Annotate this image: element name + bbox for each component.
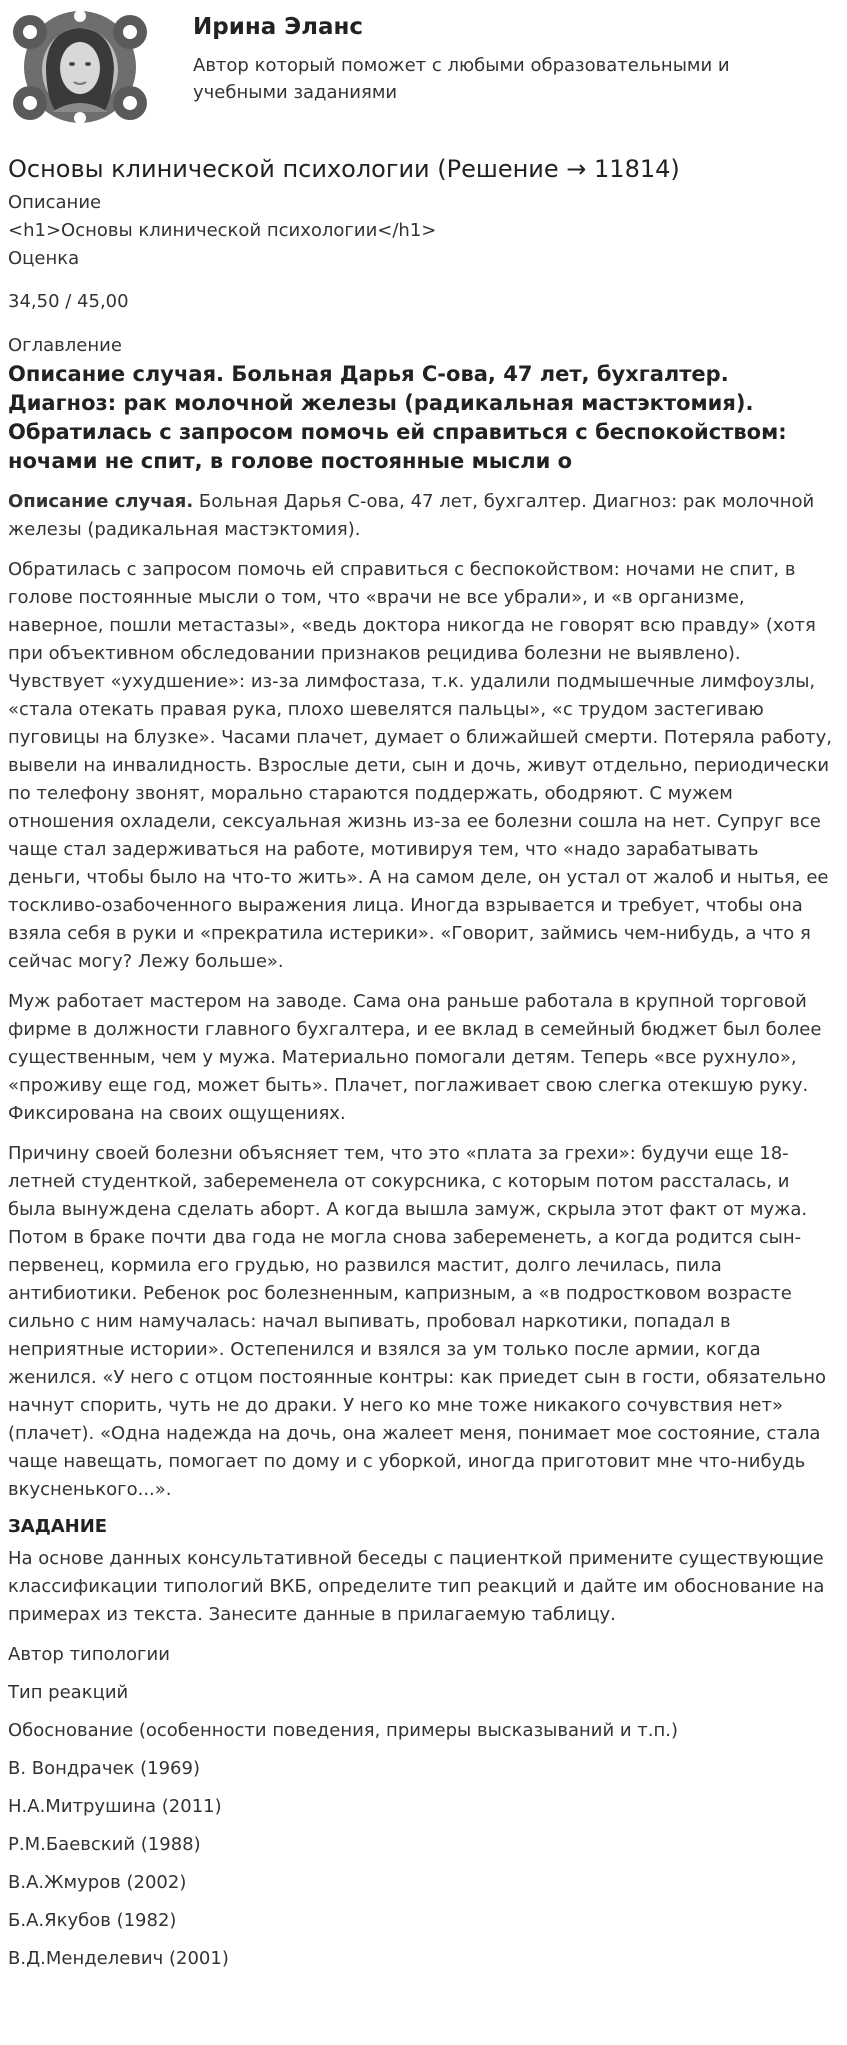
avatar-film-reel-icon: [8, 8, 153, 126]
author-info: [193, 8, 783, 106]
score-value: 34,50 / 45,00: [8, 291, 129, 312]
table-row: В.Д.Менделевич (2001): [8, 1948, 229, 1969]
paragraph-lead: Описание случая.: [8, 491, 194, 512]
page-title: Основы клинической психологии (Решение → 11814): [8, 155, 680, 183]
toc-label: Оглавление: [8, 335, 122, 356]
author-description: Автор который поможет с любыми образовательными и учебными заданиями: [193, 55, 730, 103]
table-row: Автор типологии: [8, 1644, 170, 1665]
table-row: Обоснование (особенности поведения, примеры высказываний и т.п.): [8, 1720, 679, 1741]
table-rows: [8, 1641, 837, 1973]
table-row: В. Вондрачек (1969): [8, 1758, 200, 1779]
score-label: Оценка: [8, 248, 80, 269]
paragraph-case-description: [8, 488, 837, 544]
raw-h1-text: <h1>Основы клинической психологии</h1>: [8, 220, 437, 241]
paragraph-complaints: Обратилась с запросом помочь ей справиться с беспокойством: ночами не спит, в голове постоянные мысли о том, что «врачи не все убрали», и «в организме, наверное, пошли метастазы», «ведь доктора никогда не говорят всю правду» (хотя при объективном обследовании признаков рецидива болезни не выявлено). Чувствует «ухудшение»: из-за лимфостаза, т.к. удалили подмышечные лимфоузлы, «стала отекать правая рука, плохо шевелятся пальцы», «с трудом застегиваю пуговицы на блузке». Часами плачет, думает о ближайшей смерти. Потеряла работу, вывели на инвалидность. Взрослые дети, сын и дочь, живут отдельно, периодически по телефону звонят, морально стараются поддержать, ободряют. С мужем отношения охладели, сексуальная жизнь из-за ее болезни сошла на нет. Супруг все чаще стал задерживаться на работе, мотивируя тем, что «надо зарабатывать деньги, чтобы было на что-то жить». А на самом деле, он устал от жалоб и нытья, ее тоскливо-озабоченного выражения лица. Иногда взрывается и требует, чтобы она взяла себя в руки и «прекратила истерики». «Говорит, займись чем-нибудь, а что я сейчас могу? Лежу больше».: [8, 559, 832, 972]
toc-heading[interactable]: Описание случая. Больная Дарья С-ова, 47 лет, бухгалтер. Диагноз: рак молочной железы (радикальная мастэктомия). Обратилась с запросом помочь ей справиться с беспокойством: ночами не спит, в голове постоянные мысли о: [8, 362, 787, 473]
paragraph-history: Причину своей болезни объясняет тем, что это «плата за грехи»: будучи еще 18-летней студенткой, забеременела от сокурсника, с которым потом рассталась, и была вынуждена сделать аборт. А когда вышла замуж, скрыла этот факт от мужа. Потом в браке почти два года не могла снова забеременеть, а когда родится сын-первенец, кормила его грудью, но развился мастит, долго лечилась, пила антибиотики. Ребенок рос болезненным, капризным, а «в подростковом возрасте сильно с ним намучалась: начал выпивать, пробовал наркотики, попадал в неприятные истории». Остепенился и взялся за ум только после армии, когда женился. «У него с отцом постоянные контры: как приедет сын в гости, обязательно начнут спорить, чуть не до драки. У него ко мне тоже никакого сочувствия нет» (плачет). «Одна надежда на дочь, она жалеет меня, понимает мое состояние, стала чаще навещать, помогает по дому и с уборкой, иногда приготовит мне что-нибудь вкусненького...».: [8, 1143, 827, 1500]
task-heading: ЗАДАНИЕ: [8, 1516, 108, 1537]
description-label: Описание: [8, 192, 102, 213]
table-row: Б.А.Якубов (1982): [8, 1910, 177, 1931]
task-text: На основе данных консультативной беседы с пациенткой примените существующие классификации типологий ВКБ, определите тип реакций и дайте им обоснование на примерах из текста. Занесите данные в прилагаемую таблицу.: [8, 1548, 825, 1625]
paragraph-lead-rest: Больная Дарья С-ова, 47 лет, бухгалтер. Диагноз: рак молочной железы (радикальная мастэктомия).: [8, 491, 815, 540]
author-avatar[interactable]: [8, 8, 153, 126]
author-name[interactable]: Ирина Эланс: [193, 14, 364, 40]
table-row: Н.А.Митрушина (2011): [8, 1796, 222, 1817]
table-row: В.А.Жмуров (2002): [8, 1872, 187, 1893]
paragraph-family: Муж работает мастером на заводе. Сама она раньше работала в крупной торговой фирме в должности главного бухгалтера, и ее вклад в семейный бюджет был более существенным, чем у мужа. Материально помогали детям. Теперь «все рухнуло», «проживу еще год, может быть». Плачет, поглаживает свою слегка отекшую руку. Фиксирована на своих ощущениях.: [8, 991, 822, 1124]
table-row: Р.М.Баевский (1988): [8, 1834, 201, 1855]
table-row: Тип реакций: [8, 1682, 129, 1703]
author-card: [8, 8, 837, 133]
